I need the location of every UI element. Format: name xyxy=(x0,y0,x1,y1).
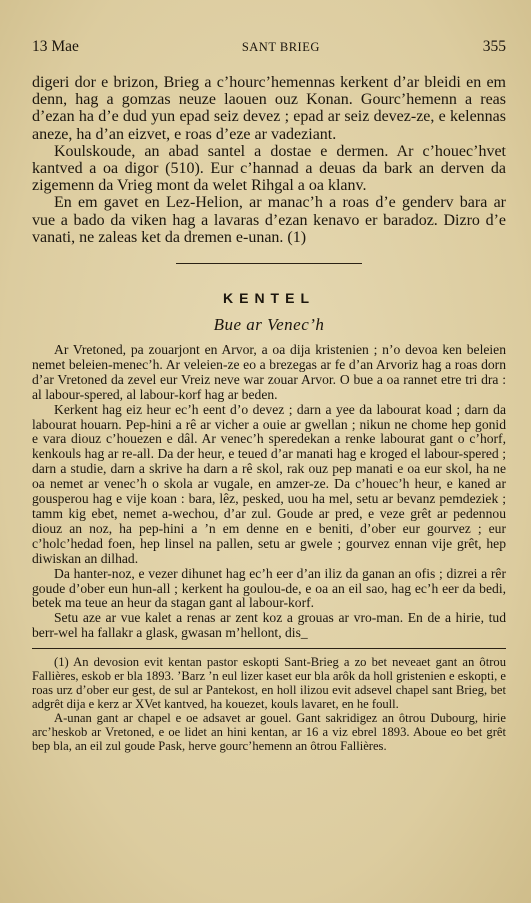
footnote: (1) An devosion evit kentan pastor eskopti Sant-Brieg a zo bet neveaet gant an ôtrou Fallières, eskob er bla 1893. ’Barz ’n eul lizer kaset eur bla arôk da holl gristenien e eskopti, e roas urz d’ober eur gest, de sul ar Pantekost, en holl ilizou evit adsevel chapel sant Brieg, bet adgrêt dija e kerz ar XVet kantved, ha kouezet, kouls lavaret, en he foull. xyxy=(32,655,506,712)
paragraph: Ar Vretoned, pa zouarjont en Arvor, a oa dija kristenien ; n’o devoa ken beleien nemet beleien-menec’h. Ar veleien-ze eo a brezegas ar fe d’an Arvoriz hag a roas dorn d’ar Vretoned da zevel eur Vreiz neve war zouar Arvor. O bue a oa rannet etre tri dra : al labour-spered, al labour-korf hag ar beden. xyxy=(32,342,506,402)
paragraph: Koulskoude, an abad santel a dostae e dermen. Ar c’houec’hvet kantved a oa digor (510). Eur c’hannad a deuas da bark an derven da zigemenn da Vrieg mont da welet Rihgal a oa klanv. xyxy=(32,142,506,195)
paragraph: Setu aze ar vue kalet a renas ar zent koz a grouas ar vro-man. En de a hirie, tud berr-wel ha fallakr a glask, gwasan m’hellont, dis_ xyxy=(32,610,506,641)
lesson-text xyxy=(32,343,506,641)
footnotes xyxy=(32,655,506,753)
footnote: A-unan gant ar chapel e oe adsavet ar gouel. Gant sakridigez an ôtrou Dubourg, hirie arc’heskob ar Vretoned, e oe lidet an hini kentan, ar 16 a viz ebrel 1893. Aboue eo bet grêt bep bla, an eil zul goude Pask, herve gourc’hemenn an ôtrou Fallières. xyxy=(32,711,506,754)
paragraph: Da hanter-noz, e vezer dihunet hag ec’h eer d’an iliz da ganan an ofis ; dizrei a rêr goude d’ober eun hun-all ; kerkent ha goulou-de, e oa an eil sao, hag ec’h eer da bedi, betek ma teue an heur da stagan gant al labour-korf. xyxy=(32,565,506,611)
section-divider xyxy=(176,263,362,264)
running-header xyxy=(32,38,506,56)
footnote-divider xyxy=(32,648,506,649)
page-number: 355 xyxy=(482,38,506,55)
paragraph: Kerkent hag eiz heur ec’h eent d’o devez ; darn a yee da labourat koad ; darn da labourat houarn. Pep-hini a rê ar vicher a ouie ar gwellan ; nikun ne chome hep gonid e vara diouz c’houezen e dâl. Ar venec’h speredekan a renke labourat gant o c’horf, kenkouls hag ar re-all. Da der heur, e teued d’ar manati hag e kroged el labour-spered ; darn a studie, darn a skrive ha darn a rê skol, rak ouz pep manati e oa eur skol, ha ne oa nemet ar venec’h o skola ar vugale, en amzer-ze. Da c’houec’h heur, e kaned ar gousperou hag e vije koan : bara, lêz, pesked, uou ha mel, setu ar bevanz pemdeziek ; tamm kig ebet, nemet a-wechou, d’ar zul. Goude ar pred, e veze grêt ar pedennou diouz an noz, ha pep-hini a ’n em denne en e beniti, d’ober eur gourvez ; eur c’holc’hedad foen, hep linsel na pallen, setu ar gwele ; gourvez ennan vije grêt, hep diwiskan an dilhad. xyxy=(32,401,506,566)
paragraph: digeri dor e brizon, Brieg a c’hourc’hemennas kerkent d’ar bleidi en em denn, hag a gomzas neuze laouen ouz Konan. Gourc’hemenn a reas d’ezan ha d’e dud yun epad seiz devez ; epad ar seiz devez-ze, e kelennas aneze, ha d’an eizvet, e roas d’eze ar vadeziant. xyxy=(32,74,506,143)
section-subtitle: Bue ar Venec’h xyxy=(213,315,325,335)
section-title: KENTEL xyxy=(223,290,315,307)
paragraph: En em gavet en Lez-Helion, ar manac’h a roas d’e genderv bara ar vue a bado da viken hag a lavaras d’ezan kenavo er baradoz. Dizro d’e vanati, ne zaleas ket da dremen e-unan. (1) xyxy=(32,194,506,246)
intro-text xyxy=(32,74,506,246)
header-title: SANT BRIEG xyxy=(241,40,320,54)
header-date: 13 Mae xyxy=(32,38,79,55)
